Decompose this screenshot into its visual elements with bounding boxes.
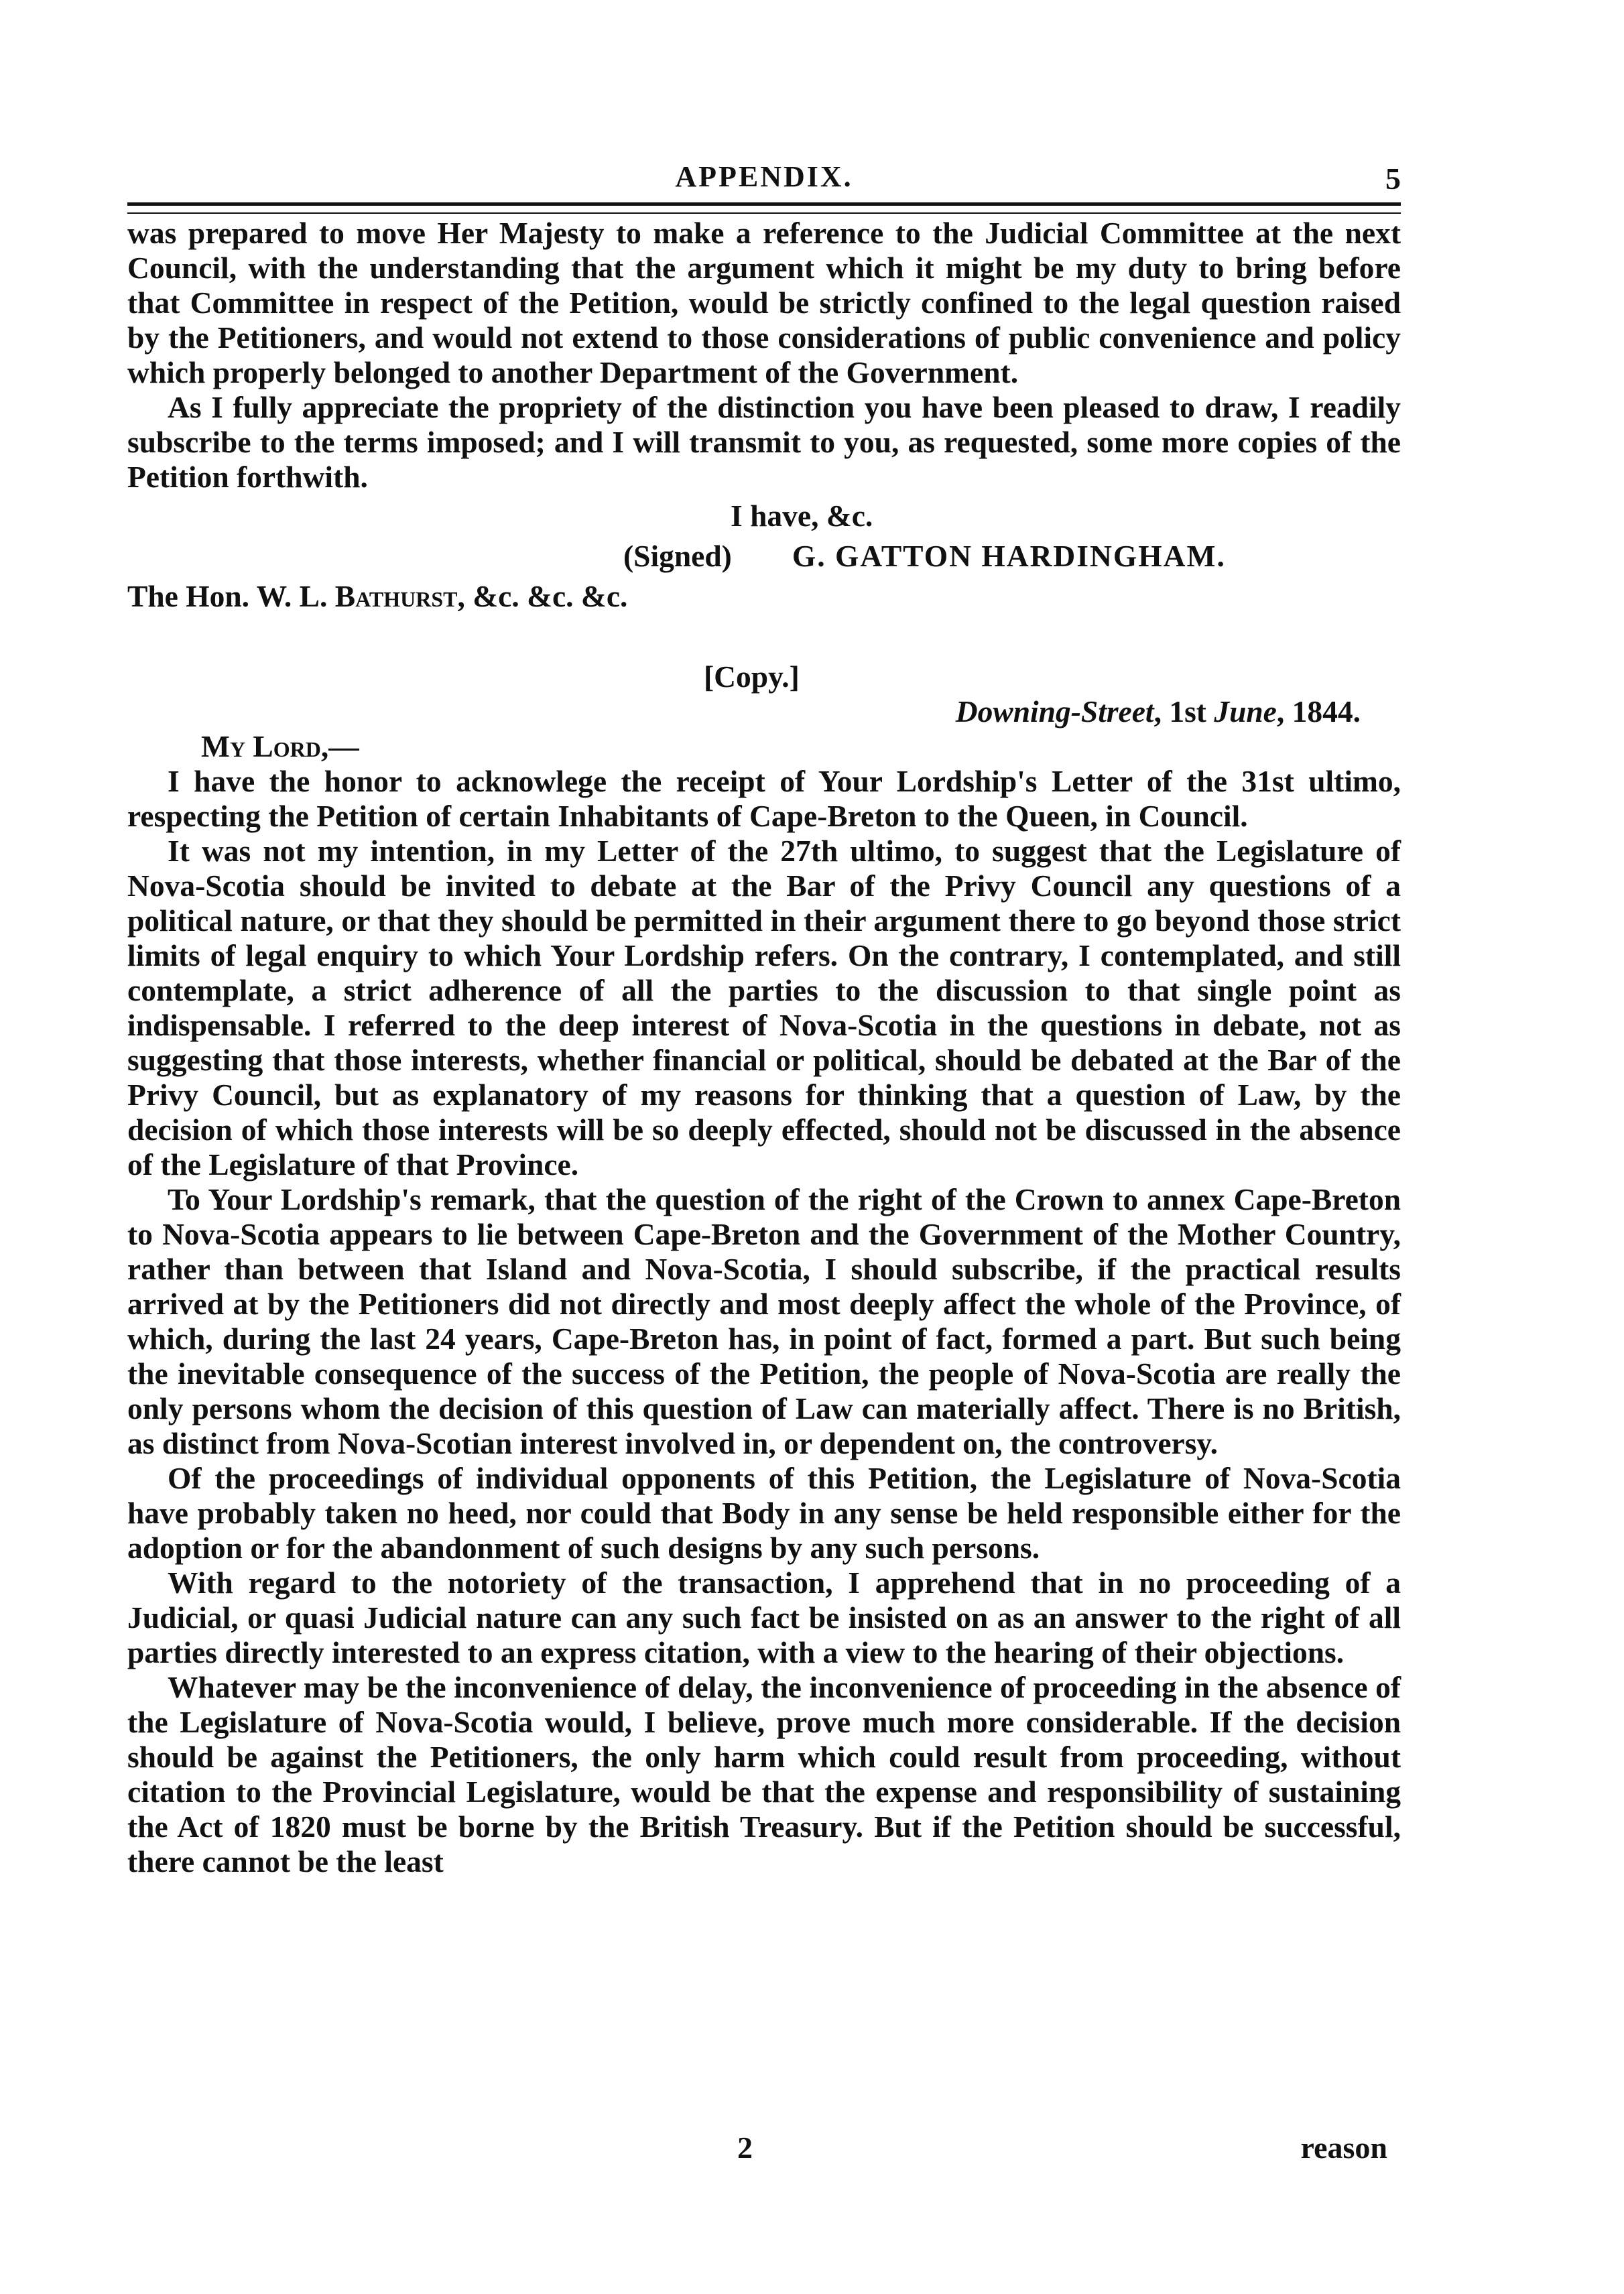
signature-line [127, 539, 1401, 574]
page-footer [127, 2130, 1401, 2170]
letter-paragraph: To Your Lordship's remark, that the question of the right of the Crown to annex Cape-Breton to Nova-Scotia appears to lie between Cape-Breton and the Government of the Mother Country, rather than between that Island and Nova-Scotia, I should subscribe, if the practical results arrived at by the Petitioners did not directly and most deeply affect the whole of the Province, of which, during the last 24 years, Cape-Breton has, in point of fact, formed a part. But such being the inevitable consequence of the success of the Petition, the people of Nova-Scotia are really the only persons whom the decision of this question of Law can materially affect. There is no British, as distinct from Nova-Scotian interest involved in, or dependent on, the controversy. [127, 1182, 1401, 1460]
signature-mark: 2 [737, 2130, 753, 2165]
addressee-suffix: , &c. &c. &c. [457, 579, 628, 613]
dateline-space [1206, 694, 1214, 728]
letter-paragraph: Of the proceedings of individual opponents of this Petition, the Legislature of Nova-Scotia have probably taken no heed, nor could that Body in any sense be held responsible either for the adoption or for the abandonment of such designs by any such persons. [127, 1461, 1401, 1565]
dateline [127, 694, 1401, 729]
letter-paragraph: It was not my intention, in my Letter of the 27th ultimo, to suggest that the Legislature of Nova-Scotia should be invited to debate at the Bar of the Privy Council any questions of a political nature, or that they should be permitted in their argument there to go beyond those strict limits of legal enquiry to which Your Lordship refers. On the contrary, I contemplated, and still contemplate, a strict adherence of all the parties to the discussion to that single point as indispensable. I referred to the deep interest of Nova-Scotia in the questions in debate, not as suggesting that those interests, whether financial or political, should be debated at the Bar of the Privy Council, but as explanatory of my reasons for thinking that a question of Law, by the decision of which those interests will be so deeply effected, should not be discussed in the absence of the Legislature of that Province. [127, 834, 1401, 1182]
letter-paragraph: I have the honor to acknowlege the receipt of Your Lordship's Letter of the 31st ultimo, respecting the Petition of certain Inhabitants of Cape-Breton to the Queen, in Council. [127, 764, 1401, 833]
signed-label: (Signed) [623, 539, 732, 573]
addressee-name: Bathurst [334, 579, 458, 613]
running-title: APPENDIX. [675, 160, 853, 193]
addressee-prefix: The Hon. W. L. [127, 579, 335, 613]
continuation-paragraph: was prepared to move Her Majesty to make a reference to the Judicial Committee at the next Council, with the understanding that the argument which it might be my duty to bring before that Committee in respect of the Petition, would be strictly confined to the legal question raised by the Petitioners, and would not extend to those considerations of public convenience and policy which properly belonged to another Department of the Government. [127, 216, 1401, 389]
dateline-month: June [1214, 694, 1277, 728]
salutation: My Lord,— [201, 729, 359, 763]
copy-label: [Copy.] [704, 659, 800, 694]
page-body [127, 216, 1401, 1879]
letter-paragraph: Whatever may be the inconvenience of delay, the inconvenience of proceeding in the absence of the Legislature of Nova-Scotia would, I believe, prove much more considerable. If the decision should be against the Petitioners, the only harm which could result from proceeding, without citation to the Provincial Legislature, would be that the expense and responsibility of sustaining the Act of 1820 must be borne by the British Treasury. But if the Petition should be successful, there cannot be the least [127, 1670, 1401, 1878]
dateline-day: 1st [1169, 694, 1206, 728]
letter-paragraph: With regard to the notoriety of the transaction, I apprehend that in no proceeding of a Judicial, or quasi Judicial nature can any such fact be insisted on as an answer to the right of all parties directly interested to an express citation, with a view to the hearing of their objections. [127, 1566, 1401, 1669]
signer-name: G. GATTON HARDINGHAM. [792, 539, 1226, 573]
paragraph-appreciate: As I fully appreciate the propriety of the distinction you have been pleased to draw, I readily subscribe to the terms imposed; and I will transmit to you, as requested, some more copies of the Petition forthwith. [127, 390, 1401, 494]
dateline-sep: , [1153, 694, 1170, 728]
running-head [127, 155, 1401, 196]
addressee-line [127, 579, 1401, 614]
dateline-place: Downing-Street [955, 694, 1154, 728]
catchword: reason [1300, 2130, 1387, 2165]
dateline-year: , 1844. [1276, 694, 1361, 728]
header-rule [127, 202, 1401, 214]
page-number: 5 [1385, 162, 1401, 196]
letter-closing: I have, &c. [731, 499, 873, 533]
